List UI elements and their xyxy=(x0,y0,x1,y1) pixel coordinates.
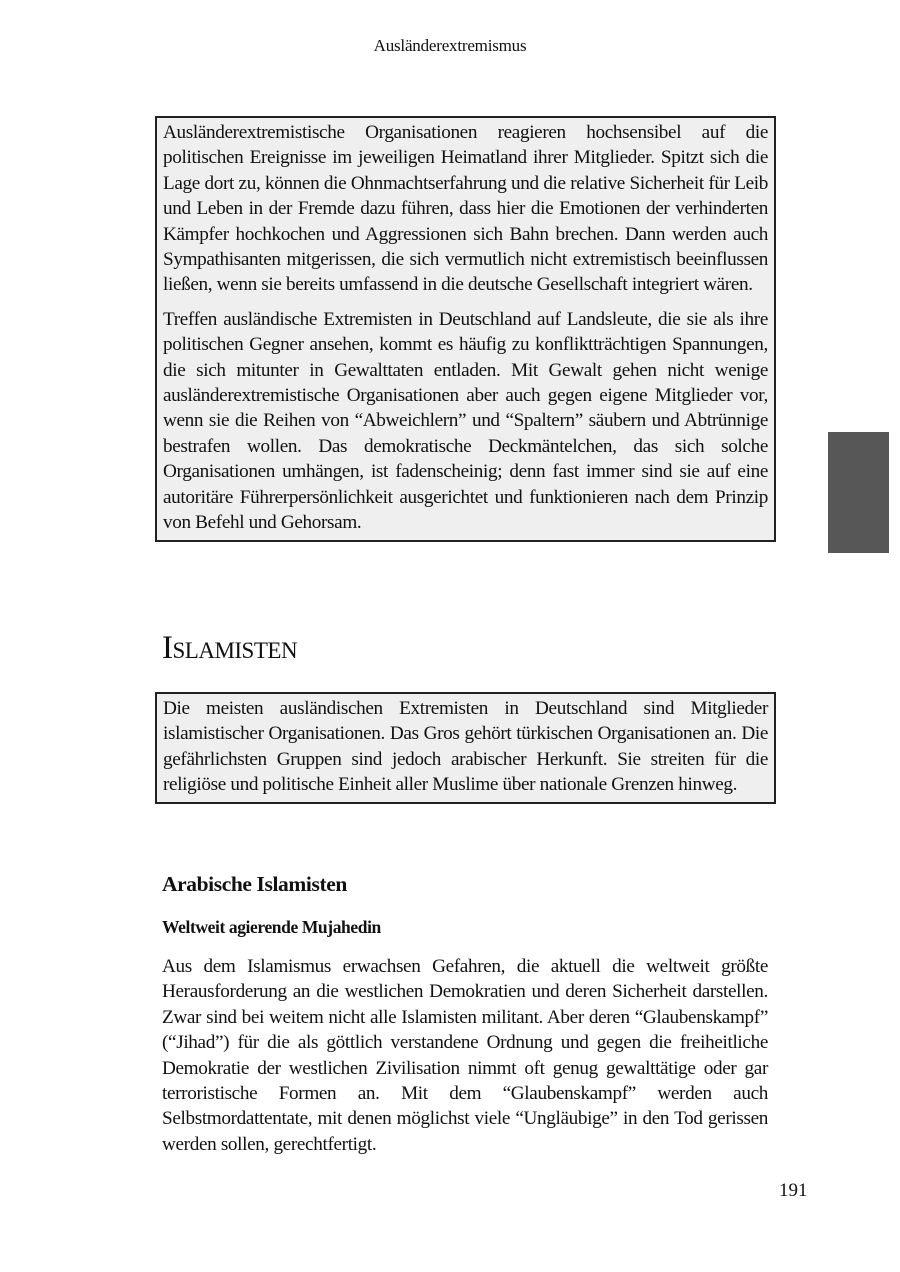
subsection-title: Arabische Islamisten xyxy=(162,872,347,896)
highlight-box-intro xyxy=(155,116,776,542)
page-number: 191 xyxy=(779,1180,808,1201)
box-paragraph: Treffen ausländische Extremisten in Deutschland auf Landsleute, die sie als ihre politischen Gegner ansehen, kommt es häufig zu konfliktträchtigen Spannungen, die sich mitunter in Gewalttaten entladen. Mit Gewalt gehen nicht wenige ausländerextremistische Organisationen aber auch gegen eigene Mitglieder vor, wenn sie die Reihen von “Abweichlern” und “Spaltern” säubern und Abtrünnige bestrafen wollen. Das demokratische Deckmäntelchen, das sich solche Organisationen umhängen, ist fadenscheinig; denn fast immer sind sie auf eine autoritäre Führerpersönlichkeit ausgerichtet und funktionieren nach dem Prinzip von Befehl und Gehorsam. xyxy=(163,308,768,534)
highlight-box-islamisten xyxy=(155,692,776,804)
running-head: Ausländerextremismus xyxy=(373,36,527,55)
chapter-thumb-tab xyxy=(828,432,889,553)
box-paragraph: Die meisten ausländischen Extremisten in Deutschland sind Mitglieder islamistischer Organisationen. Das Gros gehört türkischen Organisationen an. Die gefährlichsten Gruppen sind jedoch arabischer Herkunft. Sie streiten für die religiöse und politische Einheit aller Muslime über nationale Grenzen hinweg. xyxy=(163,698,768,796)
body-paragraph: Aus dem Islamismus erwachsen Gefahren, die aktuell die weltweit größte Herausforderung an die westlichen Demokratien und deren Sicherheit darstellen. Zwar sind bei weitem nicht alle Islamisten militant. Aber deren “Glaubenskampf” (“Jihad”) für die als göttlich verstandene Ordnung und gegen die freiheitliche Demokratie der westlichen Zivilisation nimmt oft genug gewalttätige oder gar terroristische Formen an. Mit dem “Glaubenskampf” werden auch Selbstmordattentate, mit denen möglichst viele “Ungläubige” in den Tod gerissen werden sollen, gerechtfertigt. xyxy=(162,956,768,1155)
subsubsection-title: Weltweit agierende Mujahedin xyxy=(162,917,381,937)
section-title: Islamisten xyxy=(162,630,298,666)
box-paragraph: Ausländerextremistische Organisationen reagieren hochsensibel auf die politischen Ereignisse im jeweiligen Heimatland ihrer Mitglieder. Spitzt sich die Lage dort zu, können die Ohnmachtserfahrung und die relative Sicherheit für Leib und Leben in der Fremde dazu führen, dass hier die Emotionen der verhinderten Kämpfer hochkochen und Aggressionen sich Bahn brechen. Dann werden auch Sympathisanten mitgerissen, die sich vermutlich nicht extremistisch beeinflussen ließen, wenn sie bereits umfassend in die deutsche Gesellschaft integriert wären. xyxy=(163,122,768,296)
